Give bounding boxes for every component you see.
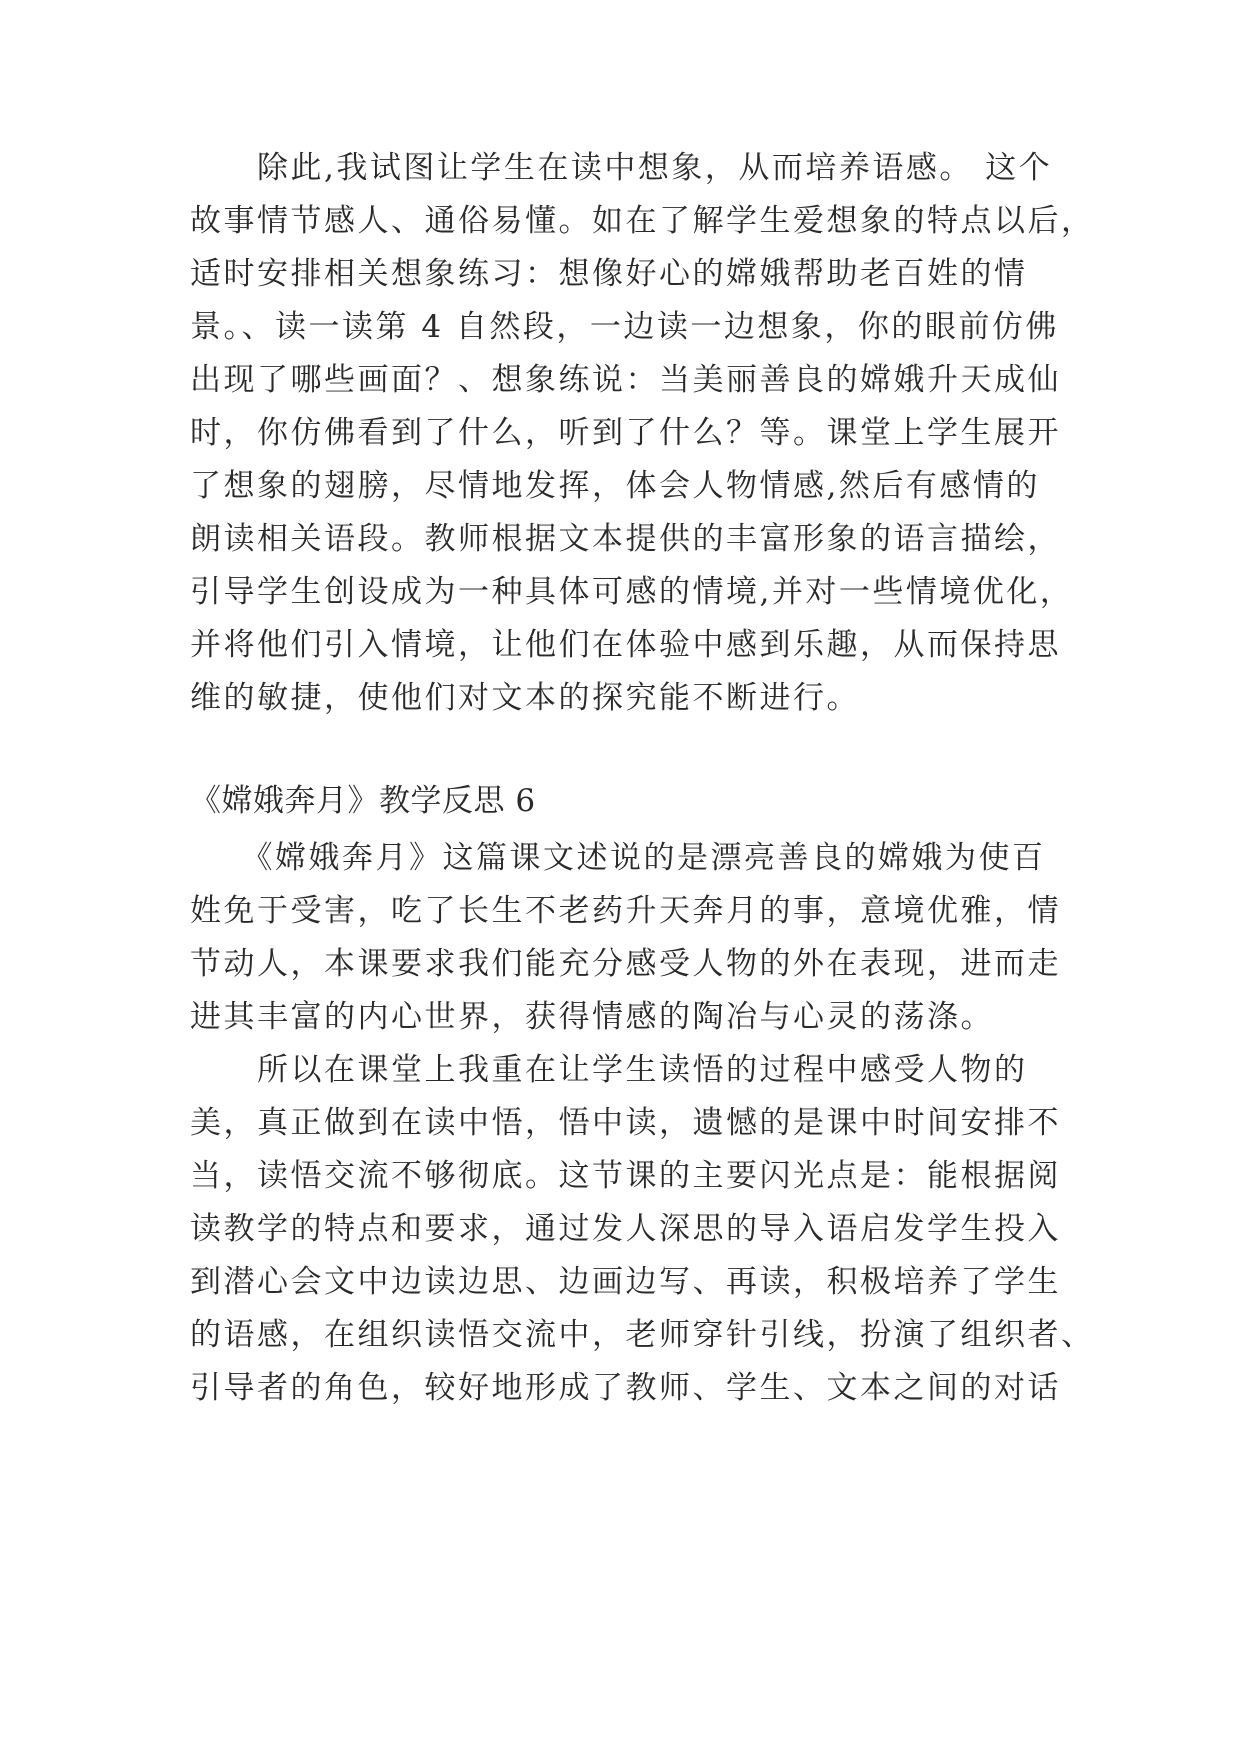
text-line: 进其丰富的内心世界，获得情感的陶冶与心灵的荡涤。 [190, 999, 994, 1035]
text-line: 时，你仿佛看到了什么，听到了什么？等。课堂上学生展开 [190, 415, 1061, 451]
text-line: 的语感，在组织读悟交流中，老师穿针引线，扮演了组织者、 [190, 1317, 1095, 1353]
text-line: 除此,我试图让学生在读中想象，从而培养语感。 这个 [190, 150, 1053, 186]
text-line: 并将他们引入情境，让他们在体验中感到乐趣，从而保持思 [190, 627, 1061, 663]
text-line: 适时安排相关想象练习：想像好心的嫦娥帮助老百姓的情 [190, 256, 1028, 292]
text-line: 所以在课堂上我重在让学生读悟的过程中感受人物的 [190, 1052, 1028, 1088]
text-line: 维的敏捷，使他们对文本的探究能不断进行。 [190, 680, 860, 716]
text-line: 了想象的翅膀，尽情地发挥，体会人物情感,然后有感情的 [190, 468, 1040, 504]
section-title: 《嫦娥奔月》教学反思 6 [190, 783, 536, 819]
text-line: 故事情节感人、通俗易懂。如在了解学生爱想象的特点以后， [190, 203, 1095, 239]
text-line: 读教学的特点和要求，通过发人深思的导入语启发学生投入 [190, 1211, 1061, 1247]
text-line: 《嫦娥奔月》这篇课文述说的是漂亮善良的嫦娥为使百 [190, 840, 1046, 876]
text-line: 朗读相关语段。教师根据文本提供的丰富形象的语言描绘， [190, 521, 1061, 557]
text-line: 出现了哪些画面？、想象练说：当美丽善良的嫦娥升天成仙 [190, 362, 1061, 398]
text-line: 景。、读一读第 4 自然段，一边读一边想象，你的眼前仿佛 [190, 309, 1059, 345]
text-line: 姓免于受害，吃了长生不老药升天奔月的事，意境优雅，情 [190, 893, 1061, 929]
text-line: 美，真正做到在读中悟，悟中读，遗憾的是课中时间安排不 [190, 1105, 1061, 1141]
text-line: 当，读悟交流不够彻底。这节课的主要闪光点是：能根据阅 [190, 1158, 1061, 1194]
text-line: 引导者的角色，较好地形成了教师、学生、文本之间的对话 [190, 1370, 1061, 1406]
text-line: 引导学生创设成为一种具体可感的情境,并对一些情境优化， [190, 574, 1074, 610]
text-line: 节动人，本课要求我们能充分感受人物的外在表现，进而走 [190, 946, 1061, 982]
text-line: 到潜心会文中边读边思、边画边写、再读，积极培养了学生 [190, 1264, 1061, 1300]
